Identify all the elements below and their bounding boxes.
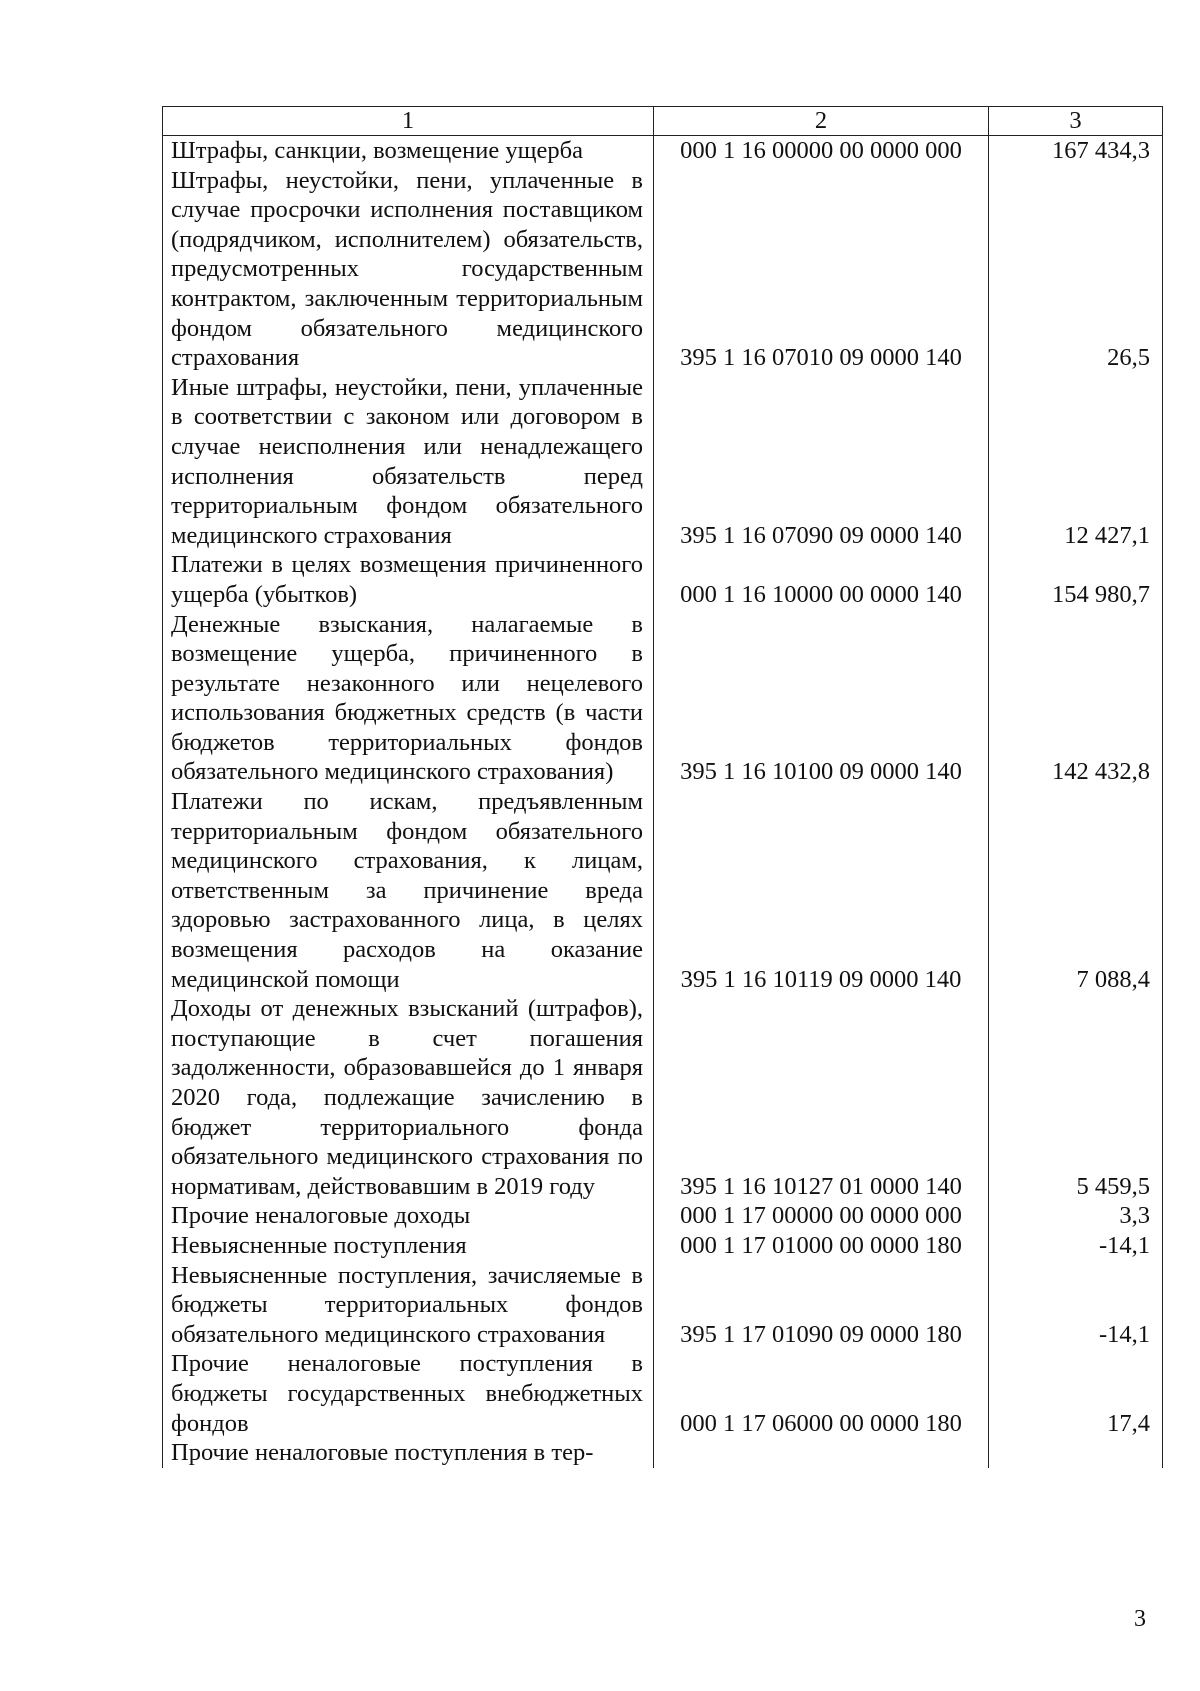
row-amount: -14,1 <box>989 1261 1163 1350</box>
page-number: 3 <box>1134 1606 1146 1632</box>
row-name: Штрафы, санкции, возмещение ущерба <box>163 136 654 166</box>
row-amount: 154 980,7 <box>989 550 1163 609</box>
row-amount: 12 427,1 <box>989 373 1163 551</box>
row-code: 000 1 17 06000 00 0000 180 <box>654 1349 989 1438</box>
row-amount: 26,5 <box>989 166 1163 373</box>
table-row <box>163 1231 1163 1261</box>
table-row <box>163 1261 1163 1350</box>
row-name: Невыясненные поступления <box>163 1231 654 1261</box>
row-code: 395 1 16 10127 01 0000 140 <box>654 994 989 1201</box>
row-name: Штрафы, неустойки, пени, уплаченные в случае просрочки исполнения поставщиком (подрядчиком, исполнителем) обязательств, предусмотренных государственным контрактом, заключенным территориальным фондом обязательного медицинского страхования <box>163 166 654 373</box>
header-row <box>163 107 1163 136</box>
column-header-2: 2 <box>654 107 989 136</box>
row-code: 395 1 16 10119 09 0000 140 <box>654 787 989 994</box>
table-row <box>163 136 1163 166</box>
row-amount: 142 432,8 <box>989 610 1163 788</box>
revenue-table <box>162 106 1163 1468</box>
row-code: 000 1 16 00000 00 0000 000 <box>654 136 989 166</box>
row-code: 395 1 16 07010 09 0000 140 <box>654 166 989 373</box>
table-row <box>163 1201 1163 1231</box>
row-name: Иные штрафы, неустойки, пени, уплаченные в соответствии с законом или договором в случае неисполнения или ненадлежащего исполнения обязательств перед территориальным фондом обязательного медицинского страхования <box>163 373 654 551</box>
row-code: 000 1 17 00000 00 0000 000 <box>654 1201 989 1231</box>
table-row <box>163 1438 1163 1468</box>
row-name: Прочие неналоговые поступления в тер- <box>163 1438 654 1468</box>
row-code: 395 1 17 01090 09 0000 180 <box>654 1261 989 1350</box>
row-name: Невыясненные поступления, зачисляемые в бюджеты территориальных фондов обязательного медицинского страхования <box>163 1261 654 1350</box>
row-amount: 5 459,5 <box>989 994 1163 1201</box>
document-page <box>162 106 1162 1468</box>
table-row <box>163 787 1163 994</box>
row-name: Платежи по искам, предъявленным территориальным фондом обязательного медицинского страхования, к лицам, ответственным за причинение вреда здоровью застрахованного лица, в целях возмещения расходов на оказание медицинской помощи <box>163 787 654 994</box>
row-amount: 17,4 <box>989 1349 1163 1438</box>
row-name: Прочие неналоговые поступления в бюджеты государственных внебюджетных фондов <box>163 1349 654 1438</box>
table-row <box>163 1349 1163 1438</box>
row-name: Платежи в целях возмещения причиненного ущерба (убытков) <box>163 550 654 609</box>
row-name: Денежные взыскания, налагаемые в возмещение ущерба, причиненного в результате незаконного или нецелевого использования бюджетных средств (в части бюджетов территориальных фондов обязательного медицинского страхования) <box>163 610 654 788</box>
column-header-3: 3 <box>989 107 1163 136</box>
table-row <box>163 550 1163 609</box>
table-row <box>163 166 1163 373</box>
row-code: 395 1 16 07090 09 0000 140 <box>654 373 989 551</box>
row-amount: 3,3 <box>989 1201 1163 1231</box>
row-code <box>654 1438 989 1468</box>
row-amount: 7 088,4 <box>989 787 1163 994</box>
row-code: 000 1 17 01000 00 0000 180 <box>654 1231 989 1261</box>
row-amount <box>989 1438 1163 1468</box>
row-name: Прочие неналоговые доходы <box>163 1201 654 1231</box>
row-amount: 167 434,3 <box>989 136 1163 166</box>
table-row <box>163 373 1163 551</box>
row-code: 395 1 16 10100 09 0000 140 <box>654 610 989 788</box>
column-header-1: 1 <box>163 107 654 136</box>
table-row <box>163 610 1163 788</box>
row-amount: -14,1 <box>989 1231 1163 1261</box>
row-name: Доходы от денежных взысканий (штрафов), поступающие в счет погашения задолженности, образовавшейся до 1 января 2020 года, подлежащие зачислению в бюджет территориального фонда обязательного медицинского страхования по нормативам, действовавшим в 2019 году <box>163 994 654 1201</box>
row-code: 000 1 16 10000 00 0000 140 <box>654 550 989 609</box>
table-row <box>163 994 1163 1201</box>
